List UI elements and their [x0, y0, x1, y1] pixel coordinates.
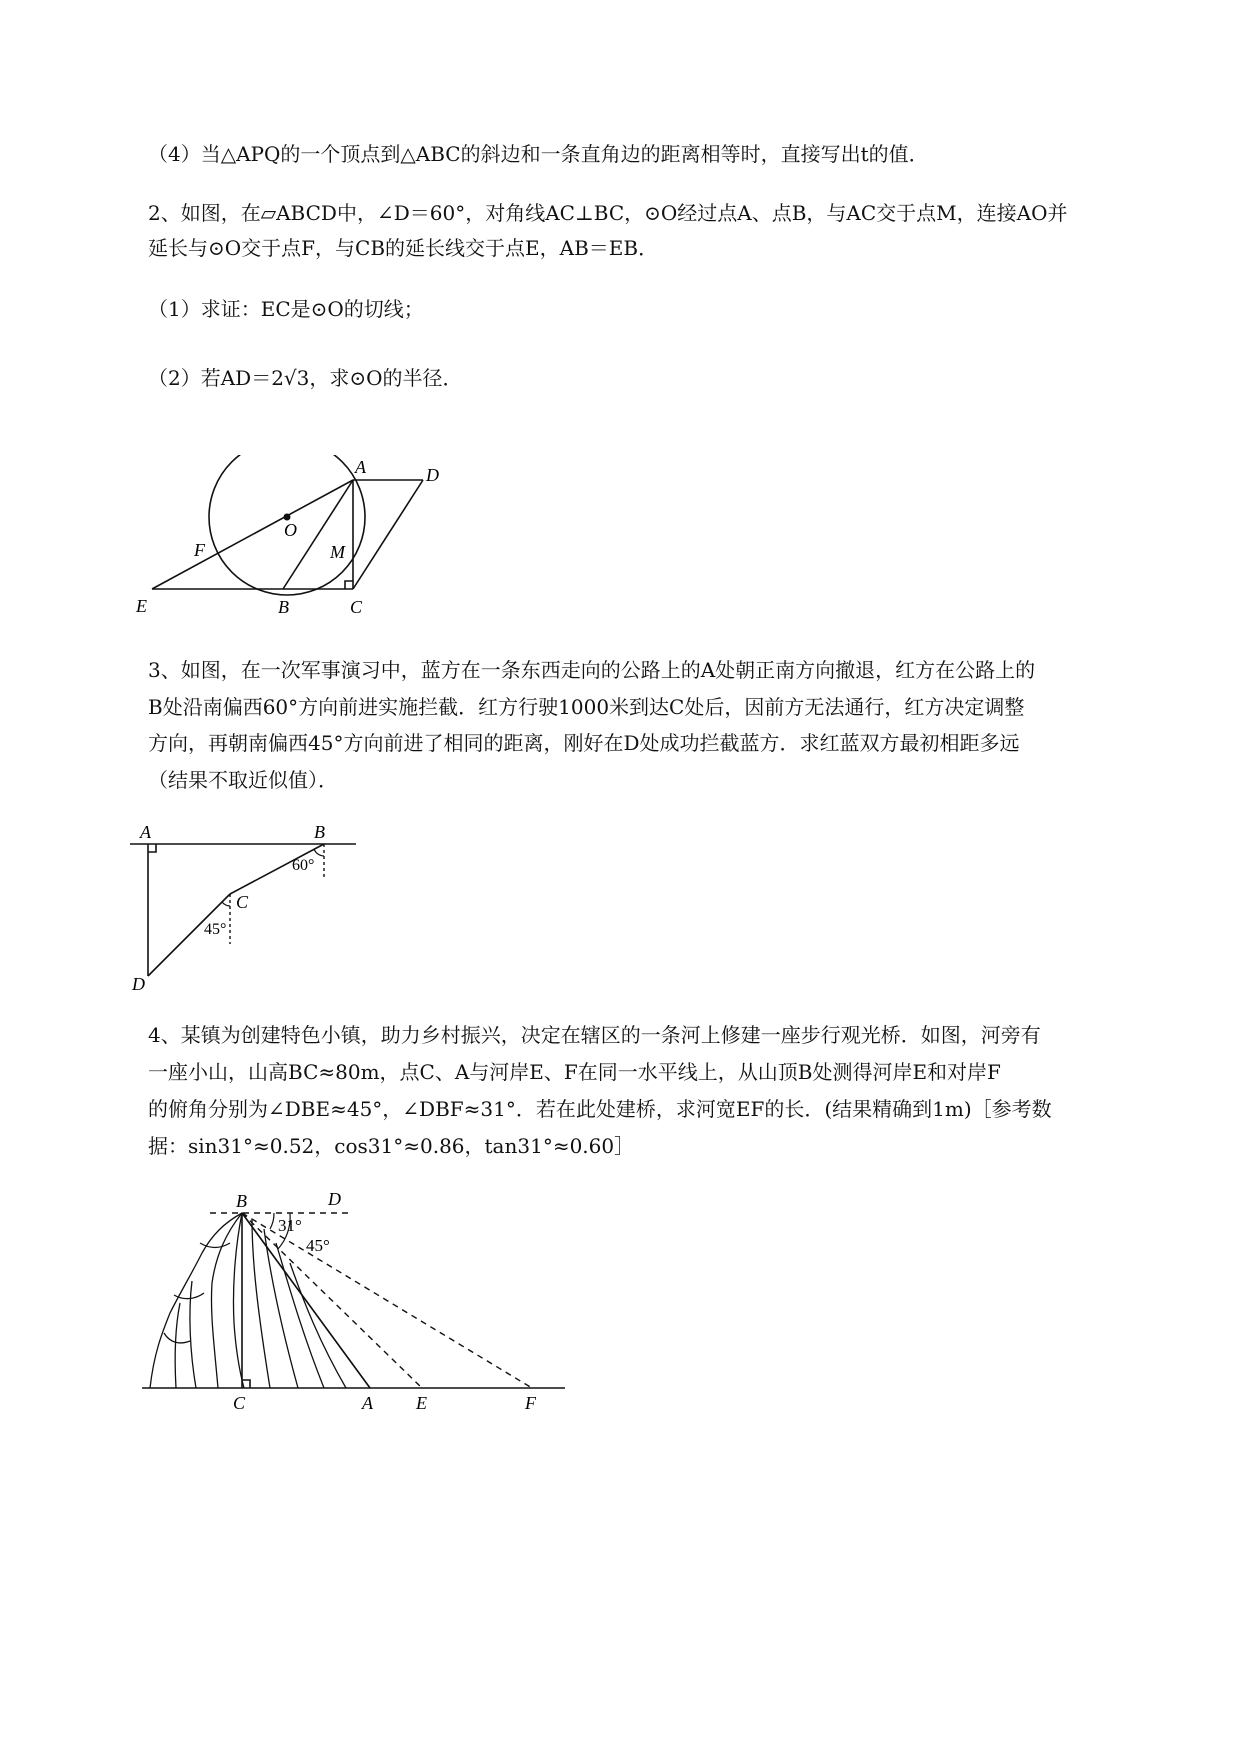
q3-angle-45: 45° [204, 921, 227, 938]
q2-label-d: D [426, 465, 439, 485]
q4-label-f: F [525, 1393, 536, 1413]
q4-label-a: A [362, 1393, 373, 1413]
q4-figure [140, 1183, 600, 1443]
q2-label-e: E [136, 596, 147, 616]
q4-label-c: C [233, 1393, 246, 1413]
q2-line-2: 延长与⊙O交于点F，与CB的延长线交于点E，AB＝EB． [148, 236, 659, 260]
q4-label-b: B [236, 1191, 247, 1211]
q2-label-b: B [278, 597, 289, 617]
q3-label-d: D [132, 974, 145, 994]
q3-label-b: B [314, 822, 325, 842]
q3-label-c: C [236, 892, 249, 912]
q2-label-m: M [330, 542, 345, 562]
q3-line-2: B处沿南偏西60°方向前进实施拦截．红方行驶1000米到达C处后，因前方无法通行，红方决定调整 [148, 695, 1025, 719]
q4-line-4: 据：sin31°≈0.52，cos31°≈0.86，tan31°≈0.60］ [148, 1134, 635, 1158]
q2-label-o: O [284, 520, 297, 540]
q2-label-f: F [194, 540, 205, 560]
q3-figure [128, 818, 368, 1008]
q2-line-1: 2、如图，在▱ABCD中，∠D＝60°，对角线AC⊥BC，⊙O经过点A、点B，与AC交于点M，连接AO并 [148, 201, 1068, 225]
q2-figure [130, 455, 470, 635]
q4-line-1: 4、某镇为创建特色小镇，助力乡村振兴，决定在辖区的一条河上修建一座步行观光桥．如图，河旁有 [148, 1023, 1041, 1047]
q3-label-a: A [140, 822, 151, 842]
q3-line-4: （结果不取近似值）． [148, 768, 338, 792]
q4-angle-45: 45° [306, 1236, 330, 1255]
q4-line-3: 的俯角分别为∠DBE≈45°，∠DBF≈31°．若在此处建桥，求河宽EF的长．(结果精确到1m)［参考数 [148, 1097, 1052, 1121]
mountain-illustration [150, 1213, 370, 1388]
q2-label-a: A [355, 457, 366, 477]
q4-label-d: D [328, 1189, 341, 1209]
q3-line-1: 3、如图，在一次军事演习中，蓝方在一条东西走向的公路上的A处朝正南方向撤退，红方在公路上的 [148, 658, 1036, 682]
q1-part4-text: （4）当△APQ的一个顶点到△ABC的斜边和一条直角边的距离相等时，直接写出t的值． [148, 142, 929, 166]
q2-part2: （2）若AD＝2√3，求⊙O的半径． [148, 366, 463, 390]
q4-line-2: 一座小山，山高BC≈80m，点C、A与河岸E、F在同一水平线上，从山顶B处测得河岸E和对岸F [148, 1060, 1001, 1084]
q4-angle-31: 31° [278, 1216, 302, 1235]
q4-label-e: E [416, 1393, 427, 1413]
q3-angle-60: 60° [292, 857, 315, 874]
q2-label-c: C [350, 597, 363, 617]
q3-line-3: 方向，再朝南偏西45°方向前进了相同的距离，刚好在D处成功拦截蓝方．求红蓝双方最初相距多远 [148, 731, 1020, 755]
q2-part1: （1）求证：EC是⊙O的切线； [148, 297, 424, 321]
